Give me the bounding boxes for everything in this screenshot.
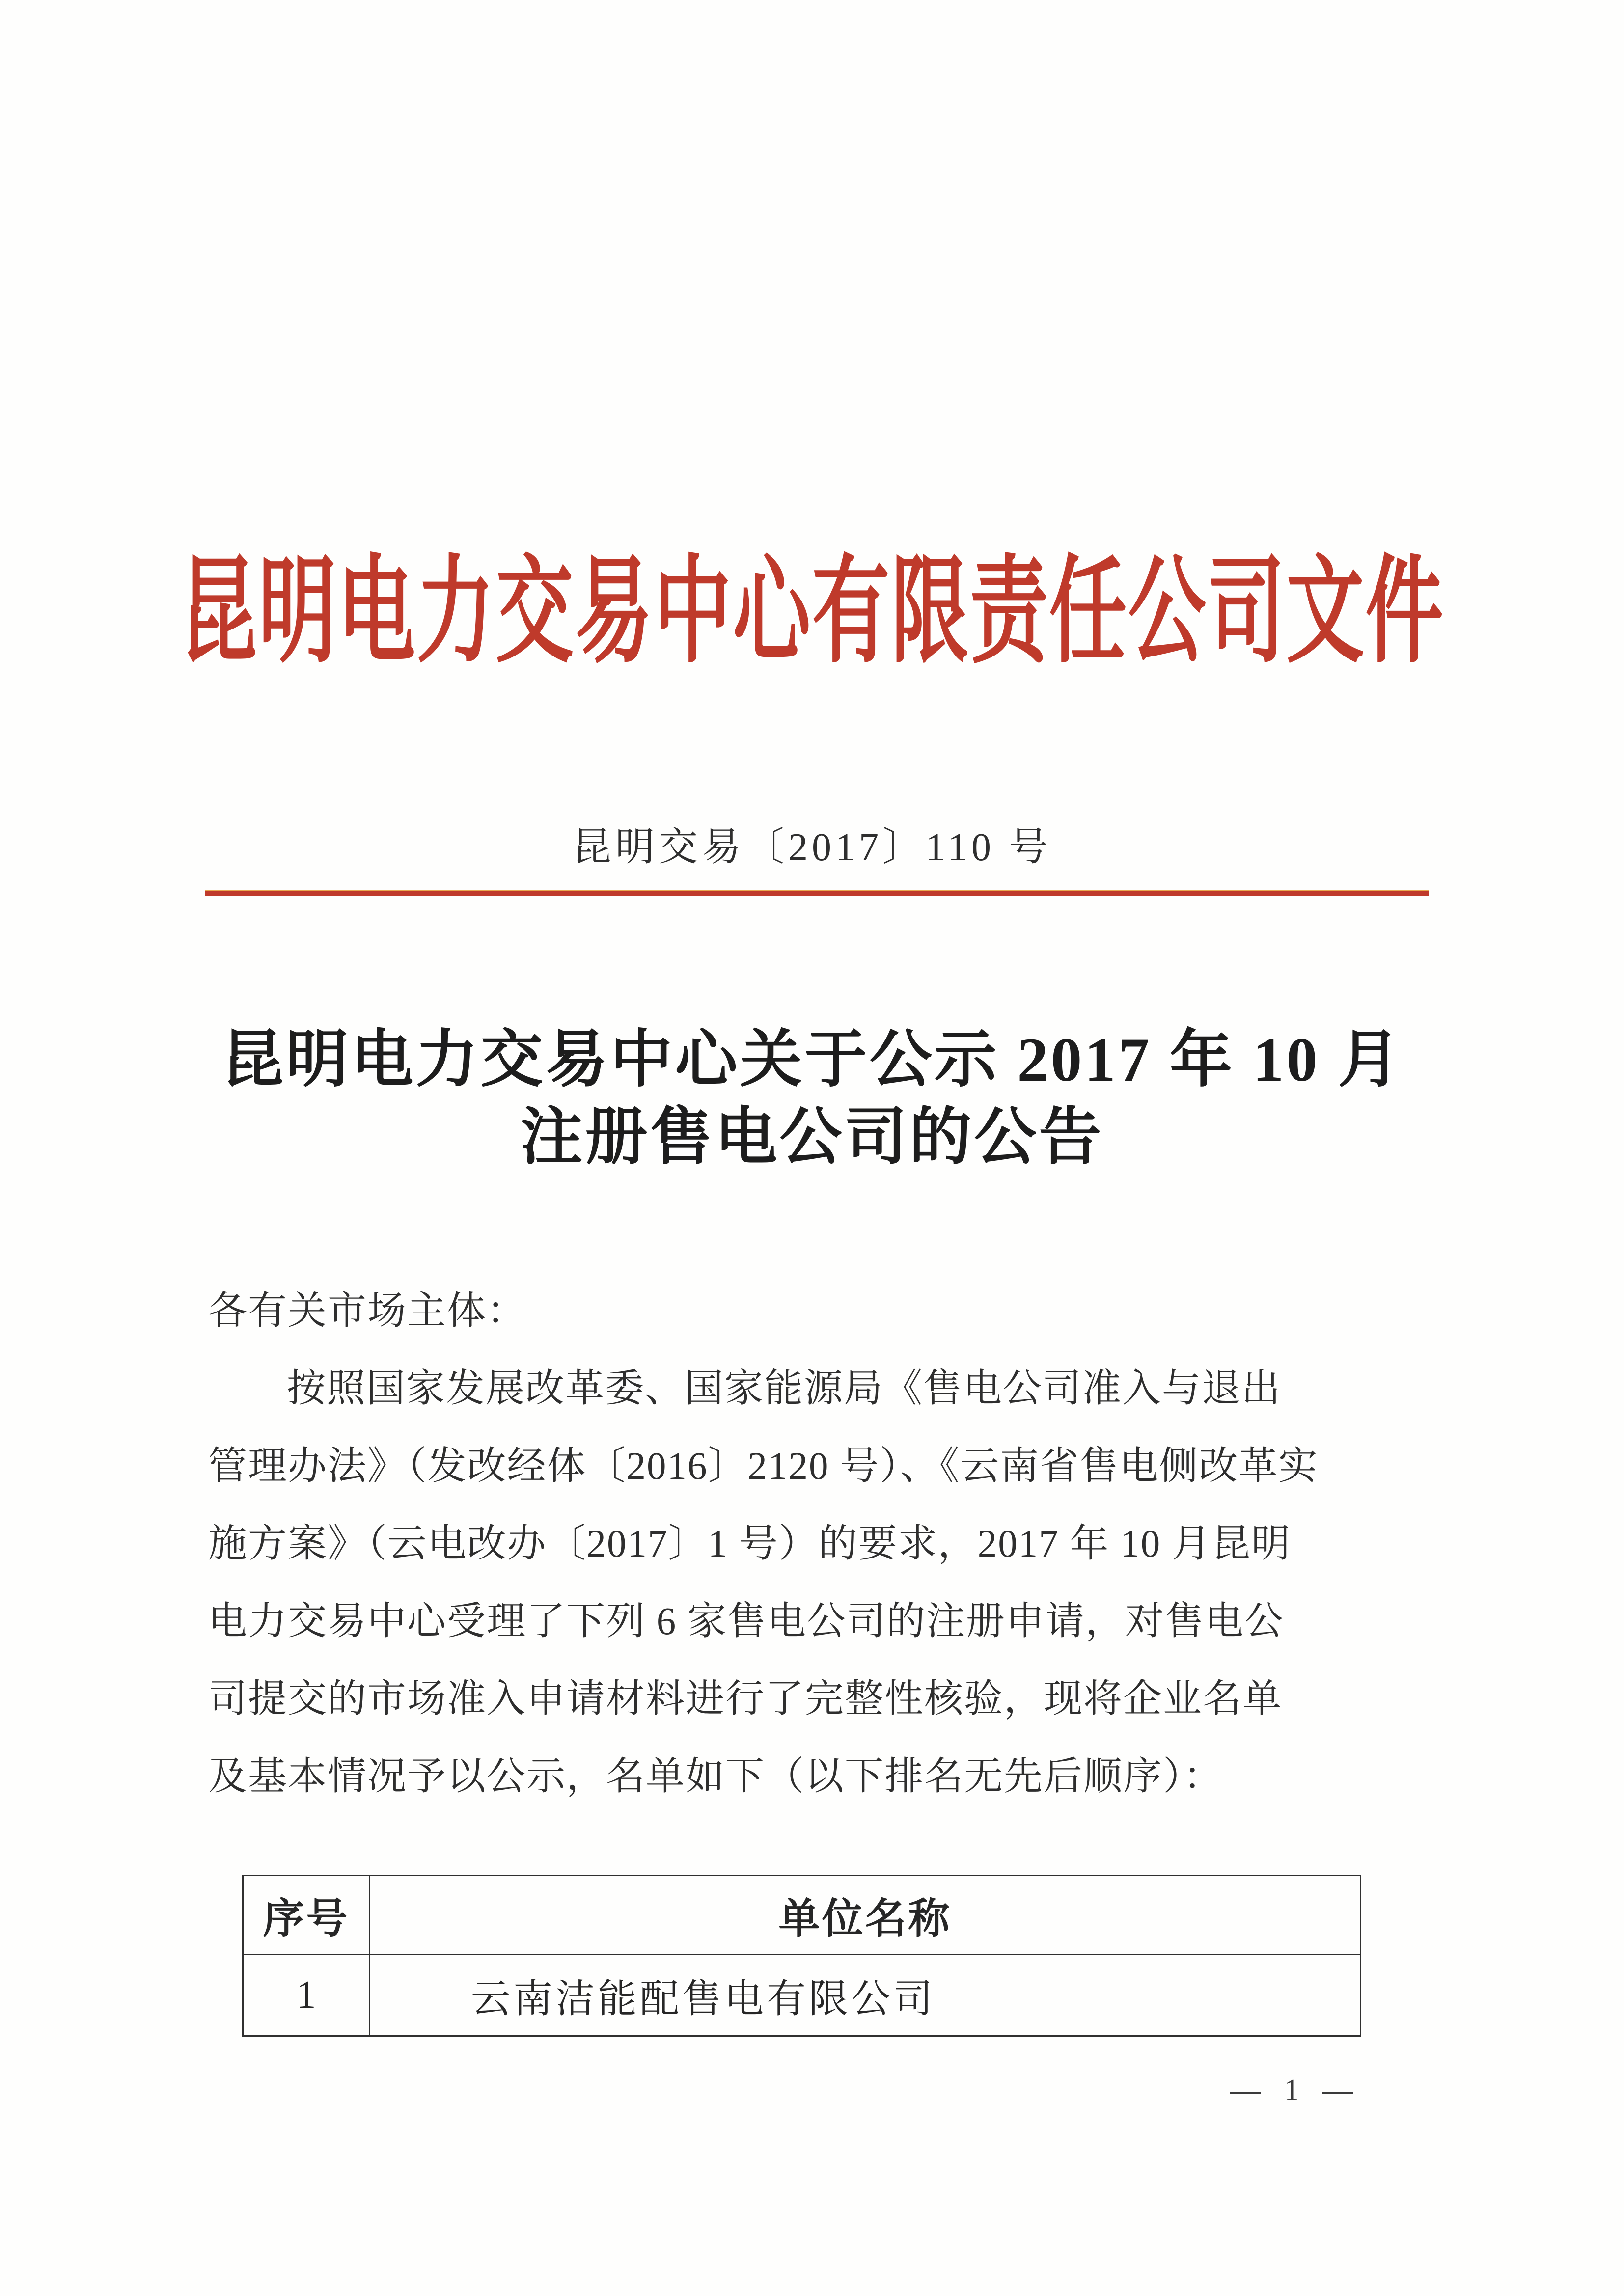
letterhead-doc-number: 昆明交易〔2017〕110 号: [572, 826, 1052, 869]
body-line: 司提交的市场准入申请材料进行了完整性核验，现将企业名单: [208, 1678, 1282, 1721]
body-line: 施方案》（云电改办〔2017〕1 号）的要求，2017 年 10 月昆明: [208, 1523, 1291, 1565]
company-table: [242, 1875, 1361, 2037]
page-number-footer: — 1 —: [1230, 2074, 1361, 2107]
body-paragraph: [208, 1273, 1428, 1816]
body-line: 及基本情况予以公示，名单如下（以下排名无先后顺序）：: [208, 1755, 1223, 1798]
document-title-line-2: 注册售电公司的公告: [520, 1103, 1104, 1172]
table-header-row: [243, 1876, 1361, 1955]
document-title-line-1: 昆明电力交易中心关于公示 2017 年 10 月: [221, 1026, 1403, 1094]
table-header-company-name: 单位名称: [370, 1876, 1361, 1955]
cell-seq: 1: [243, 1955, 370, 2036]
table-row: [243, 1955, 1361, 2036]
letterhead-org-title: 昆明电力交易中心有限责任公司文件: [179, 548, 1445, 677]
body-line: 电力交易中心受理了下列 6 家售电公司的注册申请，对售电公: [208, 1600, 1284, 1643]
red-separator-rule: [205, 890, 1429, 896]
cell-company-name: 云南洁能配售电有限公司: [370, 1955, 1361, 2036]
salutation-line: 各有关市场主体：: [208, 1290, 526, 1333]
document-title: [0, 1021, 1624, 1176]
body-line: 管理办法》（发改经体〔2016〕2120 号）、《云南省售电侧改革实: [208, 1445, 1319, 1488]
body-line: 按照国家发展改革委、国家能源局《售电公司准入与退出: [287, 1367, 1281, 1410]
table-header-seq: 序号: [243, 1876, 370, 1955]
